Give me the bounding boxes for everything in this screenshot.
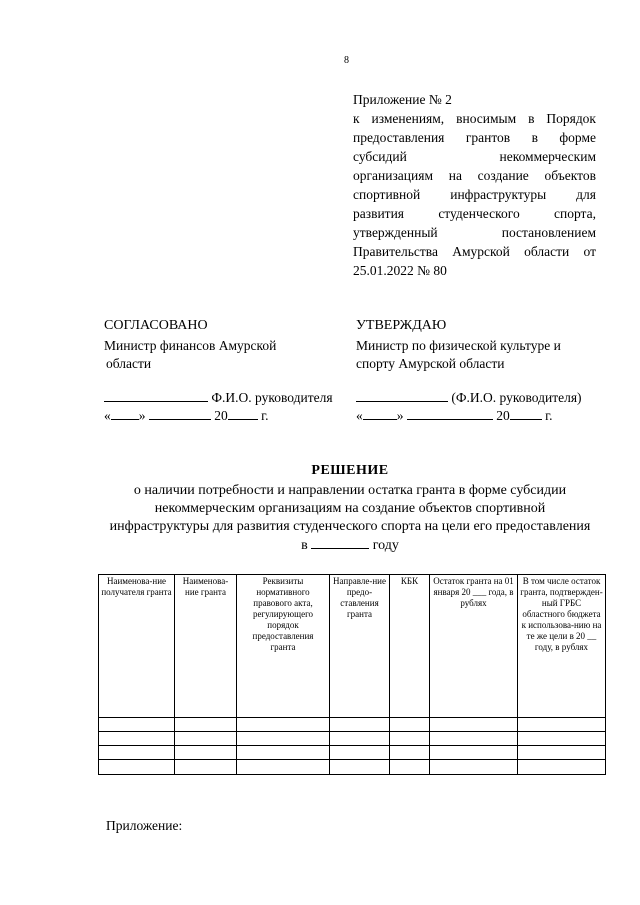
approval-agreed-block xyxy=(104,317,344,425)
attachment-label: Приложение: xyxy=(106,818,183,833)
appendix-line: 25.01.2022 № 80 xyxy=(353,263,447,278)
signature-label: Ф.И.О. руководителя xyxy=(211,390,333,405)
page-number: 8 xyxy=(344,55,349,66)
column-header: Реквизиты нормативного правового акта, регулирующего порядок предоставления гранта xyxy=(237,575,330,718)
signature-blank xyxy=(104,389,208,402)
decision-heading xyxy=(90,462,610,555)
grant-table xyxy=(98,574,606,775)
appendix-line: субсидий некоммерческим xyxy=(353,149,596,164)
approval-agreed-position: Министр финансов Амурской xyxy=(104,338,277,353)
signature-line-left xyxy=(104,389,344,407)
decision-title: РЕШЕНИЕ xyxy=(311,463,389,478)
decision-subtitle-line: инфраструктуры для развития студенческого спорта на цели его предоставления xyxy=(109,519,591,534)
appendix-line: спортивной инфраструктуры для xyxy=(353,187,596,202)
decision-subtitle-line: некоммерческим организациям на создание объектов спортивной xyxy=(154,501,546,516)
column-header: Наименова-ние гранта xyxy=(175,575,237,718)
column-header: В том числе остаток гранта, подтвержден-ный ГРБС областного бюджета к использова-нию на те же цели в 20 __ году, в рублях xyxy=(518,575,606,718)
approval-approve-position: Министр по физической культуре и xyxy=(356,338,561,353)
appendix-line: Приложение № 2 xyxy=(353,92,452,107)
approval-agreed-position-cont: области xyxy=(106,356,152,371)
appendix-block xyxy=(353,90,596,280)
appendix-line: утвержденный постановлением xyxy=(353,225,596,240)
column-header: Наименова-ние получателя гранта xyxy=(99,575,175,718)
column-header: Остаток гранта на 01 января 20 ___ года, в рублях xyxy=(430,575,518,718)
table-row xyxy=(99,732,606,746)
date-line-right: « » 20 г. xyxy=(356,408,553,423)
column-header: КБК xyxy=(390,575,430,718)
approval-approve-position-cont: спорту Амурской области xyxy=(356,356,505,371)
appendix-line: к изменениям, вносимым в Порядок xyxy=(353,111,596,126)
appendix-line: организациям на создание объектов xyxy=(353,168,596,183)
table-row xyxy=(99,718,606,732)
signature-label: (Ф.И.О. руководителя) xyxy=(451,390,582,405)
approval-agreed-title: СОГЛАСОВАНО xyxy=(104,318,208,333)
date-line-left: « » 20 г. xyxy=(104,408,269,423)
table-row xyxy=(99,760,606,775)
decision-subtitle-line: в году xyxy=(301,538,399,553)
table-row xyxy=(99,746,606,760)
approval-approve-block xyxy=(356,317,616,425)
approval-approve-title: УТВЕРЖДАЮ xyxy=(356,318,447,333)
column-header: Направле-ние предо-ставления гранта xyxy=(330,575,390,718)
signature-blank xyxy=(356,389,448,402)
signature-line-right xyxy=(356,389,616,407)
decision-subtitle-line: о наличии потребности и направлении остатка гранта в форме субсидии xyxy=(133,483,567,498)
appendix-line: Правительства Амурской области от xyxy=(353,244,596,259)
appendix-line: предоставления грантов в форме xyxy=(353,130,596,145)
appendix-line: развития студенческого спорта, xyxy=(353,206,596,221)
table-header-row xyxy=(99,575,606,718)
